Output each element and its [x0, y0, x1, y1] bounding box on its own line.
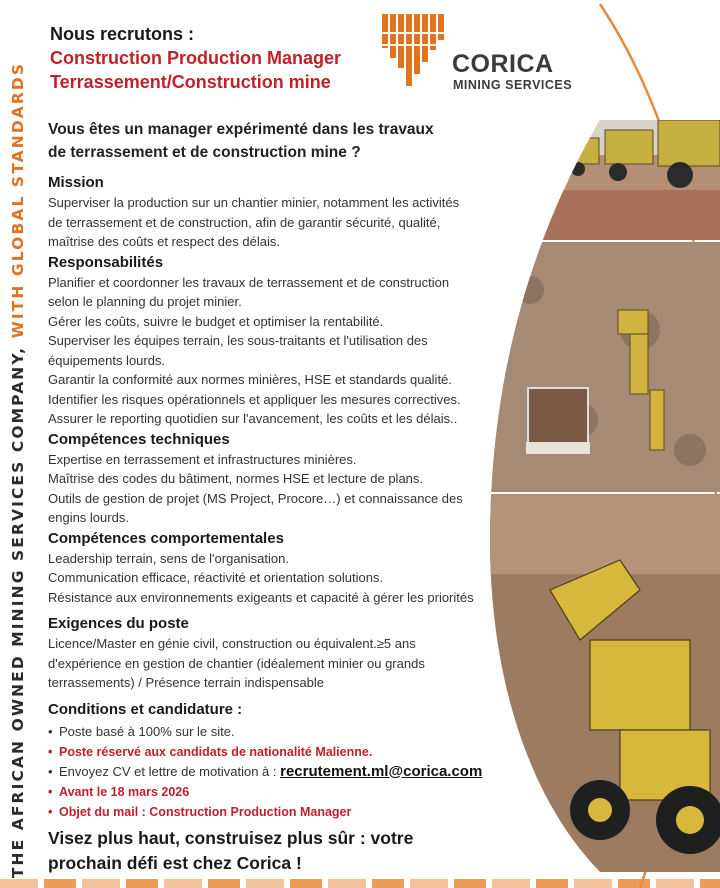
- header: [50, 22, 341, 94]
- intro-line1: Vous êtes un manager expérimenté dans les travaux: [48, 121, 434, 138]
- corica-logo: [380, 12, 600, 98]
- competences-techniques-line: Maîtrise des codes du bâtiment, normes HSE et lecture de plans.: [48, 471, 424, 486]
- mission-section: [48, 172, 518, 252]
- responsabilites-line: Planifier et coordonner les travaux de terrassement et de construction: [48, 274, 450, 290]
- conditions-section: [48, 699, 518, 822]
- competences-comportementales-line: Communication efficace, réactivité et orientation solutions.: [48, 570, 384, 585]
- exigences-line: Licence/Master en génie civil, construction ou équivalent.≥5 ans: [48, 636, 416, 651]
- competences-techniques-line: Outils de gestion de projet (MS Project, Procore…) et connaissance des: [48, 490, 463, 506]
- logo-subtitle: MINING SERVICES: [453, 78, 573, 92]
- responsabilites-section: [48, 252, 518, 429]
- condition-item-nationality: • Poste réservé aux candidats de nationalité Malienne.: [48, 742, 518, 762]
- exigences-line: d'expérience en gestion de chantier (idéalement minier ou grands: [48, 655, 425, 671]
- footer-pattern-strip: [0, 879, 720, 888]
- competences-techniques-title: Compétences techniques: [48, 430, 230, 448]
- condition-item-apply: [48, 762, 518, 782]
- closing-slogan: [48, 826, 413, 876]
- conditions-list: [48, 722, 518, 822]
- side-tagline: [0, 0, 36, 888]
- mining-photo-collage: [490, 120, 720, 872]
- responsabilites-title: Responsabilités: [48, 253, 164, 271]
- hiring-label: Nous recrutons :: [50, 24, 195, 44]
- side-tagline-text: [9, 62, 27, 878]
- competences-techniques-section: [48, 429, 518, 528]
- competences-techniques-line: engins lourds.: [48, 510, 129, 525]
- competences-comportementales-line: Résistance aux environnements exigeants et capacité à gérer les priorités: [48, 589, 474, 605]
- job-description: [48, 118, 518, 822]
- exigences-section: [48, 613, 518, 693]
- exigences-title: Exigences du poste: [48, 615, 189, 632]
- responsabilites-line: selon le planning du projet minier.: [48, 294, 242, 309]
- intro-question: [48, 118, 518, 164]
- side-tagline-accent: WITH GLOBAL STANDARDS: [9, 61, 27, 339]
- job-title-line2: Terrassement/Construction mine: [50, 72, 331, 92]
- corica-bars-logo-icon: [380, 12, 450, 92]
- mining-photo-image: [490, 120, 720, 872]
- responsabilites-line: équipements lourds.: [48, 352, 166, 368]
- responsabilites-line: Gérer les coûts, suivre le budget et optimiser la rentabilité.: [48, 313, 384, 329]
- responsabilites-line: Superviser les équipes terrain, les sous-traitants et l'utilisation des: [48, 333, 428, 348]
- condition-item-subject: • Objet du mail : Construction Production Manager: [48, 802, 518, 822]
- responsabilites-line: Assurer le reporting quotidien sur l'avancement, les coûts et les délais..: [48, 411, 458, 426]
- recruitment-email-link[interactable]: recrutement.ml@corica.com: [280, 762, 483, 780]
- mission-line: de terrassement et de construction, afin de garantir sécurité, qualité,: [48, 214, 441, 230]
- mission-line: Superviser la production sur un chantier minier, notamment les activités: [48, 195, 460, 210]
- intro-line2: de terrassement et de construction mine ?: [48, 144, 361, 161]
- closing-line2: prochain défi est chez Corica !: [48, 853, 302, 873]
- exigences-line: terrassements) / Présence terrain indispensable: [48, 675, 325, 690]
- logo-name: CORICA: [452, 50, 554, 78]
- responsabilites-line: Garantir la conformité aux normes minières, HSE et standards qualité.: [48, 372, 452, 387]
- side-tagline-main: THE AFRICAN OWNED MINING SERVICES COMPANY,: [9, 338, 27, 879]
- condition-item-deadline: • Avant le 18 mars 2026: [48, 782, 518, 802]
- competences-techniques-line: Expertise en terrassement et infrastructures minières.: [48, 451, 357, 467]
- competences-comportementales-section: [48, 528, 518, 608]
- closing-line1: Visez plus haut, construisez plus sûr : votre: [48, 828, 414, 848]
- conditions-title: Conditions et candidature :: [48, 700, 243, 718]
- mission-line: maîtrise des coûts et respect des délais.: [48, 234, 280, 249]
- competences-comportementales-title: Compétences comportementales: [48, 529, 284, 547]
- responsabilites-line: Identifier les risques opérationnels et appliquer les mesures correctives.: [48, 391, 461, 407]
- competences-comportementales-line: Leadership terrain, sens de l'organisation.: [48, 550, 289, 566]
- mission-title: Mission: [48, 174, 104, 191]
- job-title-line1: Construction Production Manager: [50, 48, 342, 68]
- condition-item: • Poste basé à 100% sur le site.: [48, 722, 518, 742]
- apply-text: Envoyez CV et lettre de motivation à :: [59, 763, 281, 779]
